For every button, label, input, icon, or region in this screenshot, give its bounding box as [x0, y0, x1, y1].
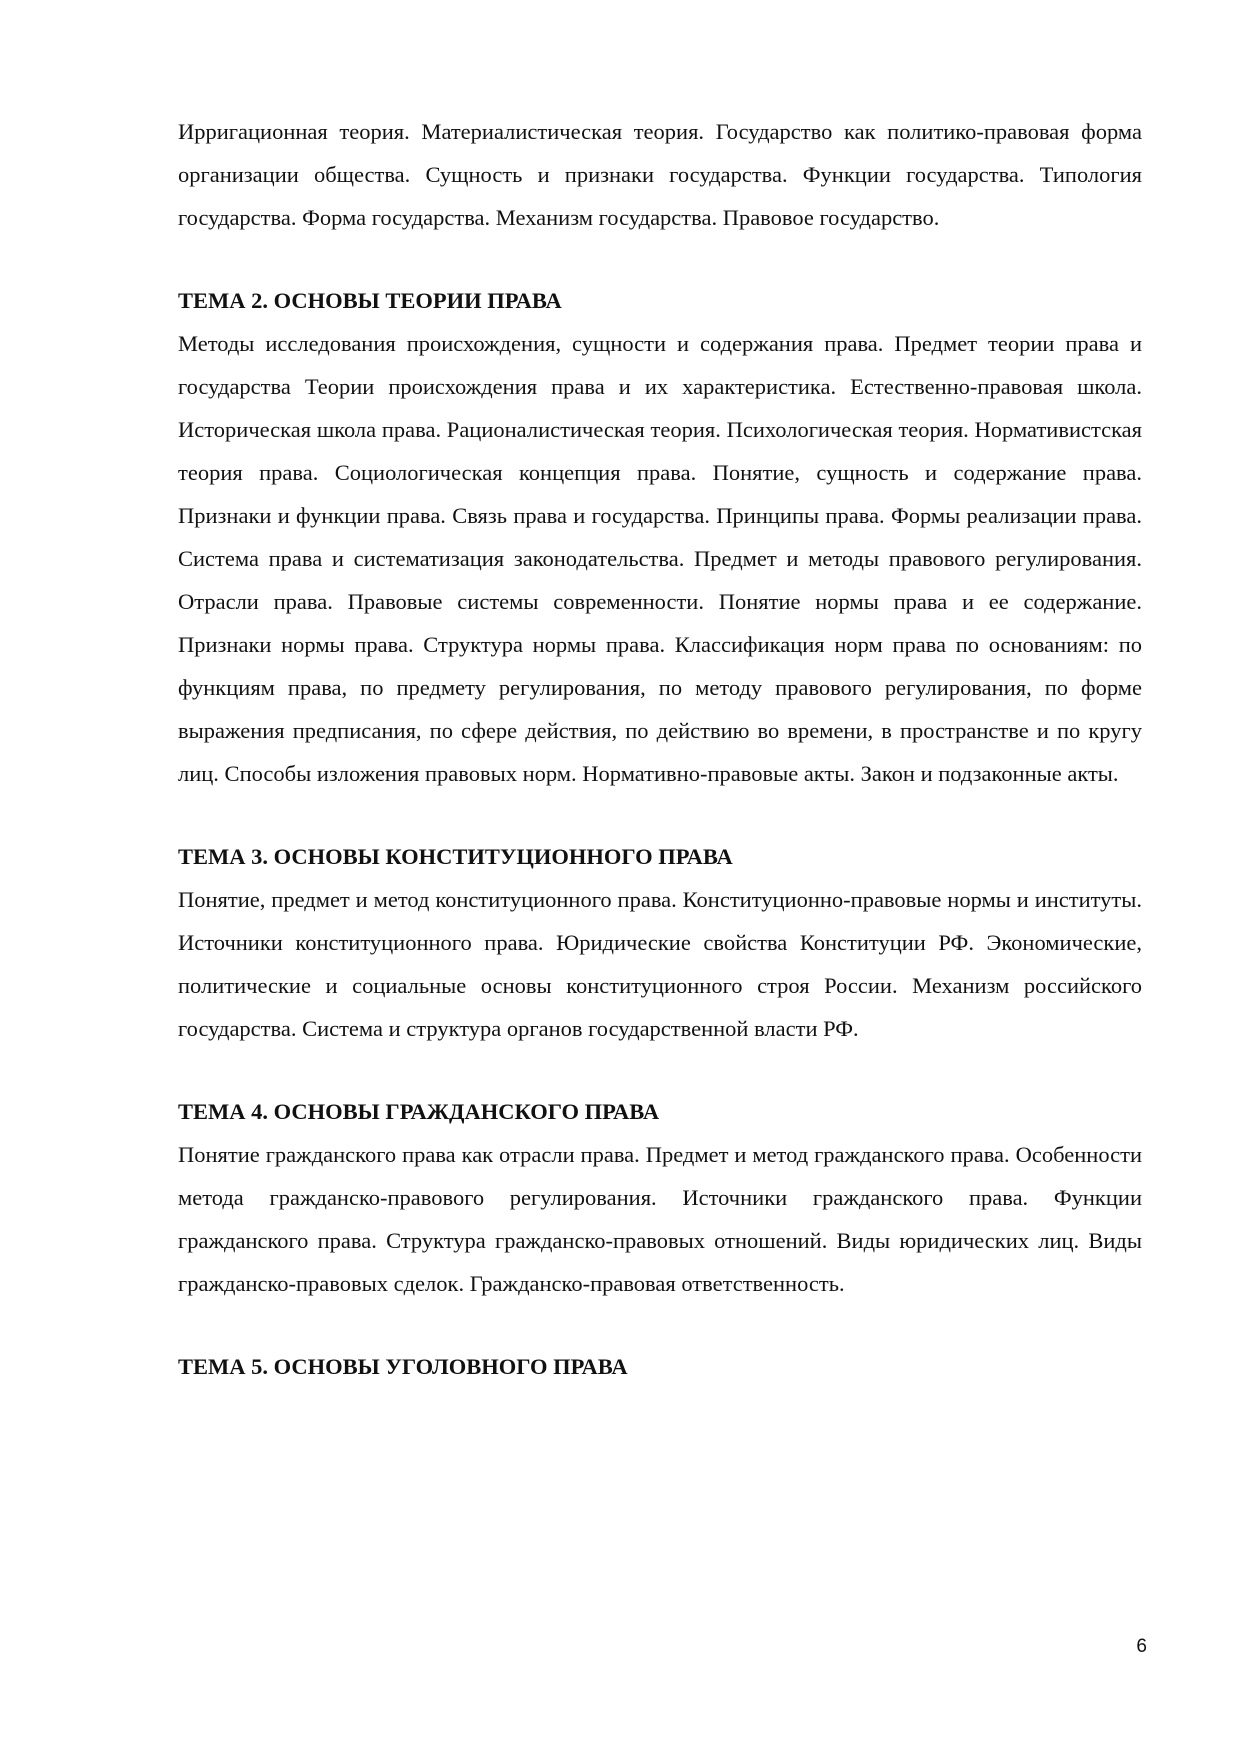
section-title-tema-3: ТЕМА 3. ОСНОВЫ КОНСТИТУЦИОННОГО ПРАВА [178, 844, 733, 869]
section-title-tema-4: ТЕМА 4. ОСНОВЫ ГРАЖДАНСКОГО ПРАВА [178, 1099, 660, 1124]
section-text-tema-3: Понятие, предмет и метод конституционного права. Конституционно-правовые нормы и институты. Источники конституционного права. Юридические свойства Конституции РФ. Экономические, политические и социальные основы конституционного строя России. Механизм российского государства. Система и структура органов государственной власти РФ. [178, 887, 1142, 1041]
intro-paragraph: Ирригационная теория. Материалистическая теория. Государство как политико-правовая форма организации общества. Сущность и признаки государства. Функции государства. Типология государства. Форма государства. Механизм государства. Правовое государство. [178, 119, 1142, 230]
section-title-tema-2: ТЕМА 2. ОСНОВЫ ТЕОРИИ ПРАВА [178, 288, 562, 313]
page-number: 6 [1136, 1636, 1147, 1657]
section-title-tema-5: ТЕМА 5. ОСНОВЫ УГОЛОВНОГО ПРАВА [178, 1354, 628, 1379]
section-text-tema-2: Методы исследования происхождения, сущности и содержания права. Предмет теории права и государства Теории происхождения права и их характеристика. Естественно-правовая школа. Историческая школа права. Рационалистическая теория. Психологическая теория. Нормативистская теория права. Социологическая концепция права. Понятие, сущность и содержание права. Признаки и функции права. Связь права и государства. Принципы права. Формы реализации права. Система права и систематизация законодательства. Предмет и методы правового регулирования. Отрасли права. Правовые системы современности. Понятие нормы права и ее содержание. Признаки нормы права. Структура нормы права. Классификация норм права по основаниям: по функциям права, по предмету регулирования, по методу правового регулирования, по форме выражения предписания, по сфере действия, по действию во времени, в пространстве и по кругу лиц. Способы изложения правовых норм. Нормативно-правовые акты. Закон и подзаконные акты. [178, 331, 1142, 786]
section-text-tema-4: Понятие гражданского права как отрасли права. Предмет и метод гражданского права. Особенности метода гражданско-правового регулирования. Источники гражданского права. Функции гражданского права. Структура гражданско-правовых отношений. Виды юридических лиц. Виды гражданско-правовых сделок. Гражданско-правовая ответственность. [178, 1142, 1142, 1296]
document-body [178, 110, 1142, 1388]
